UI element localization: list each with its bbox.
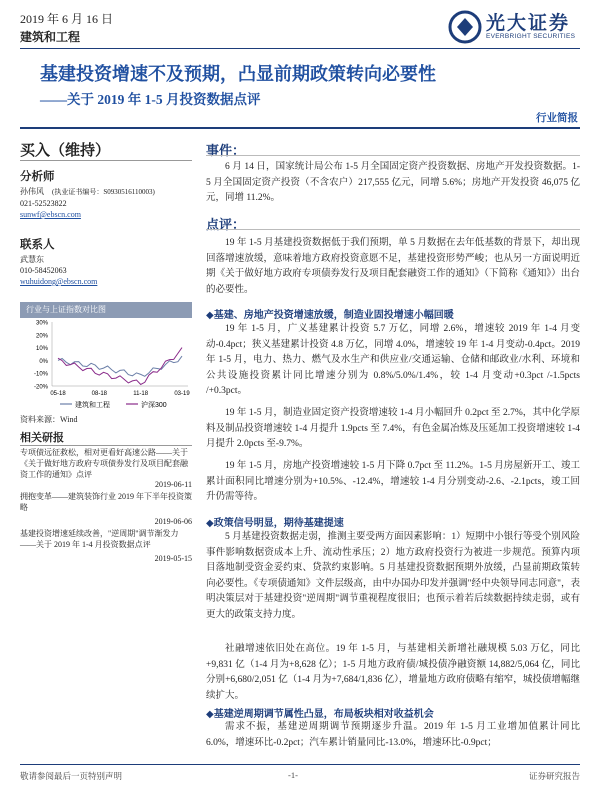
contact-email[interactable]: wuhuidong@ebscn.com [20,277,98,286]
related-heading: 相关研报 [20,429,192,446]
y-tick-label: 10% [35,346,48,353]
x-tick-label: 05-18 [50,391,66,397]
footer-disclaimer[interactable]: 敬请参阅最后一页特别声明 [20,771,123,781]
comment-divider [206,229,580,230]
analyst-info [20,186,155,220]
y-tick-label: 0% [39,358,48,365]
y-tick-label: 20% [35,333,48,340]
rating-divider [20,160,192,161]
analyst-name: 孙伟风 [20,187,44,196]
comment-heading: 点评： [206,217,246,232]
y-tick-label: -10% [33,371,48,378]
comment-paragraph-6: 社融增速依旧处在高位。19 年 1-5 月，与基建相关新增社融规模 5.03 万亿，同比+9,831 亿（1-4 月为+8,628 亿）；1-5 月地方政府债/城投债净融资额 14,882/5,064 亿，同比分别+6,680/2,051 亿（1-4 月为+7,684/1,836 亿），增量地方政府债略有缩窄，城投债增幅继续扩大。 [206,644,580,701]
y-axis-ticks [34,321,49,391]
event-heading: 事件： [206,143,246,158]
analyst-phone: 021-52523822 [20,199,67,208]
page-number: -1- [288,770,298,780]
x-tick-label: 11-18 [133,391,149,397]
footer-divider [20,764,580,765]
related-item[interactable]: 基建投资增速延续改善，"逆周期"调节渐发力——关于 2019 年 1-4 月投资数据点评 [20,529,179,549]
report-date: 2019 年 6 月 16 日 [20,12,114,26]
event-divider [206,155,580,156]
comment-paragraph-5: 5 月基建投资数据走弱，推测主要受两方面因素影响：1）短期中小银行等受个别风险事件影响数据资成本上升、流动性承压；2）地方政府投资行为被进一步规范。预算内项目落地制受资金妥约束、贷款约束影响。5 月基建投资数据预期外放缓，凸显前期政策转向必要性。《专项债通知》文件层级高，由中办国办印发并强调"经中央领导同志同意"，表明决策层对于基建投资"逆周期"调节重视程度很旧；也预示着若后续数据持续走弱，或有更大的政策支持力度。 [206,532,580,620]
related-date: 2019-06-06 [154,517,192,526]
related-item[interactable]: 专项债远征救松，相对更看好高速公路——关于《关于做好地方政府专项债券发行及项目配套融资工作的通知》点评 [20,448,188,479]
logo-emblem-icon [448,10,482,44]
report-type: 行业简报 [536,113,578,124]
analyst-email[interactable]: sunwf@ebscn.com [20,210,81,219]
related-item[interactable]: 拥抱变革——建筑装饰行业 2019 年下半年投资策略 [20,492,192,512]
x-tick-label: 03-19 [174,391,190,397]
comment-paragraph-4: 19 年 1-5 月，房地产投资增速较 1-5 月下降 0.7pct 至 11.2%。1-5 月房屋新开工、竣工累计面积同比增速分别为+10.5%、-12.4%，增速较 1-4 月分别变动-2.6、-2.1pcts，竣工回升仍需等待。 [206,461,580,503]
comment-paragraph-7: 需求不振，基建逆周期调节预期逐步升温。2019 年 1-5 月工业增加值累计同比 6.0%，增速环比-0.2pct；汽车累计销量同比-13.0%，增速环比-0.9pct； [206,722,580,748]
related-date: 2019-05-15 [154,554,192,563]
report-title: 基建投资增速不及预期，凸显前期政策转向必要性 [40,64,436,84]
analyst-heading: 分析师 [20,171,55,183]
report-subtitle: ——关于 2019 年 1-5 月投资数据点评 [40,92,261,107]
legend-label-industry: 建筑和工程 [75,402,110,409]
comment-paragraph-2: 19 年 1-5 月，广义基建累计投资 5.7 万亿，同增 2.6%，增速较 2019 年 1-4 月变动-0.4pct；狭义基建累计投资 4.8 万亿，同增 4.0%，增速较 19 年 1-4 月变动-0.4pct。2019 年 1-5 月，电力、热力、燃气及水生产和供应业/交通运输、仓储和邮政业/水利、环境和公共设施投资累计同比增速分别为 0.8%/5.0%/1.4%，较 1-4 月变动+0.3pct /-1.5pcts /+0.3pct。 [206,324,580,397]
contact-name: 武慧东 [20,255,44,264]
section-bullet-1: ◆基建、房地产投资增速放缓，制造业固投增速小幅回暖 [206,310,454,321]
x-axis-ticks [50,391,190,397]
footer-report-type: 证券研究报告 [528,771,580,781]
section-bullet-2: ◆政策信号明显，期待基建提速 [206,518,344,529]
header-divider [20,48,580,49]
title-divider [20,127,580,129]
chart-title: 行业与上证指数对比图 [20,302,192,318]
event-paragraph: 6 月 14 日，国家统计局公布 1-5 月全国固定资产投资数据、房地产开发投资数据。1-5 月全国固定资产投资（不含农户）217,555 亿元，同增 5.6%；房地产开发投资 46,075 亿元，同增 11.2%。 [206,162,580,204]
y-tick-label: -20% [33,384,48,391]
x-tick-label: 08-18 [91,391,108,397]
contact-info [20,254,97,287]
analyst-cert: (执业证书编号：S0930516110003) [52,188,155,196]
series-line-industry [58,356,182,376]
section-bullet-3: ◆基建逆周期调节属性凸显，布局板块相对收益机会 [206,709,434,720]
comparison-chart [20,318,192,412]
contact-heading: 联系人 [20,239,55,251]
chart-source: 资料来源：Wind [20,415,78,424]
logo-text-cn: 光大证券 [486,13,571,34]
related-date: 2019-06-11 [154,480,192,489]
series-line-hs300 [58,348,182,385]
logo-text-en: EVERBRIGHT SECURITIES [486,33,576,40]
y-tick-label: 30% [35,320,48,327]
legend-label-hs300: 沪深300 [141,402,167,409]
related-list [20,447,192,563]
comment-paragraph-1: 19 年 1-5 月基建投资数据低于我们预期，单 5 月数据在去年低基数的背景下，却出现回落增速放缓，意味着地方政府投资意愿不足，基建投资形势严峻；也从另一方面说明近期《关于做好地方政府专项债券发行及项目配套融资工作的通知》（下简称《通知》）出台的必要性。 [206,238,580,295]
rating: 买入（维持） [20,143,111,159]
contact-phone: 010-58452063 [20,266,67,275]
industry-name: 建筑和工程 [20,30,81,44]
brand-logo [448,6,583,48]
comment-paragraph-3: 19 年 1-5 月，制造业固定资产投资增速较 1-4 月小幅回升 0.2pct 至 2.7%，其中化学原料及制品投资增速较 1-4 月提升 1.9pcts 至 7.4%，有色金属冶炼及压延加工投资增速较 1-4 月提升 2.0pcts 至-9.7%。 [206,408,580,450]
